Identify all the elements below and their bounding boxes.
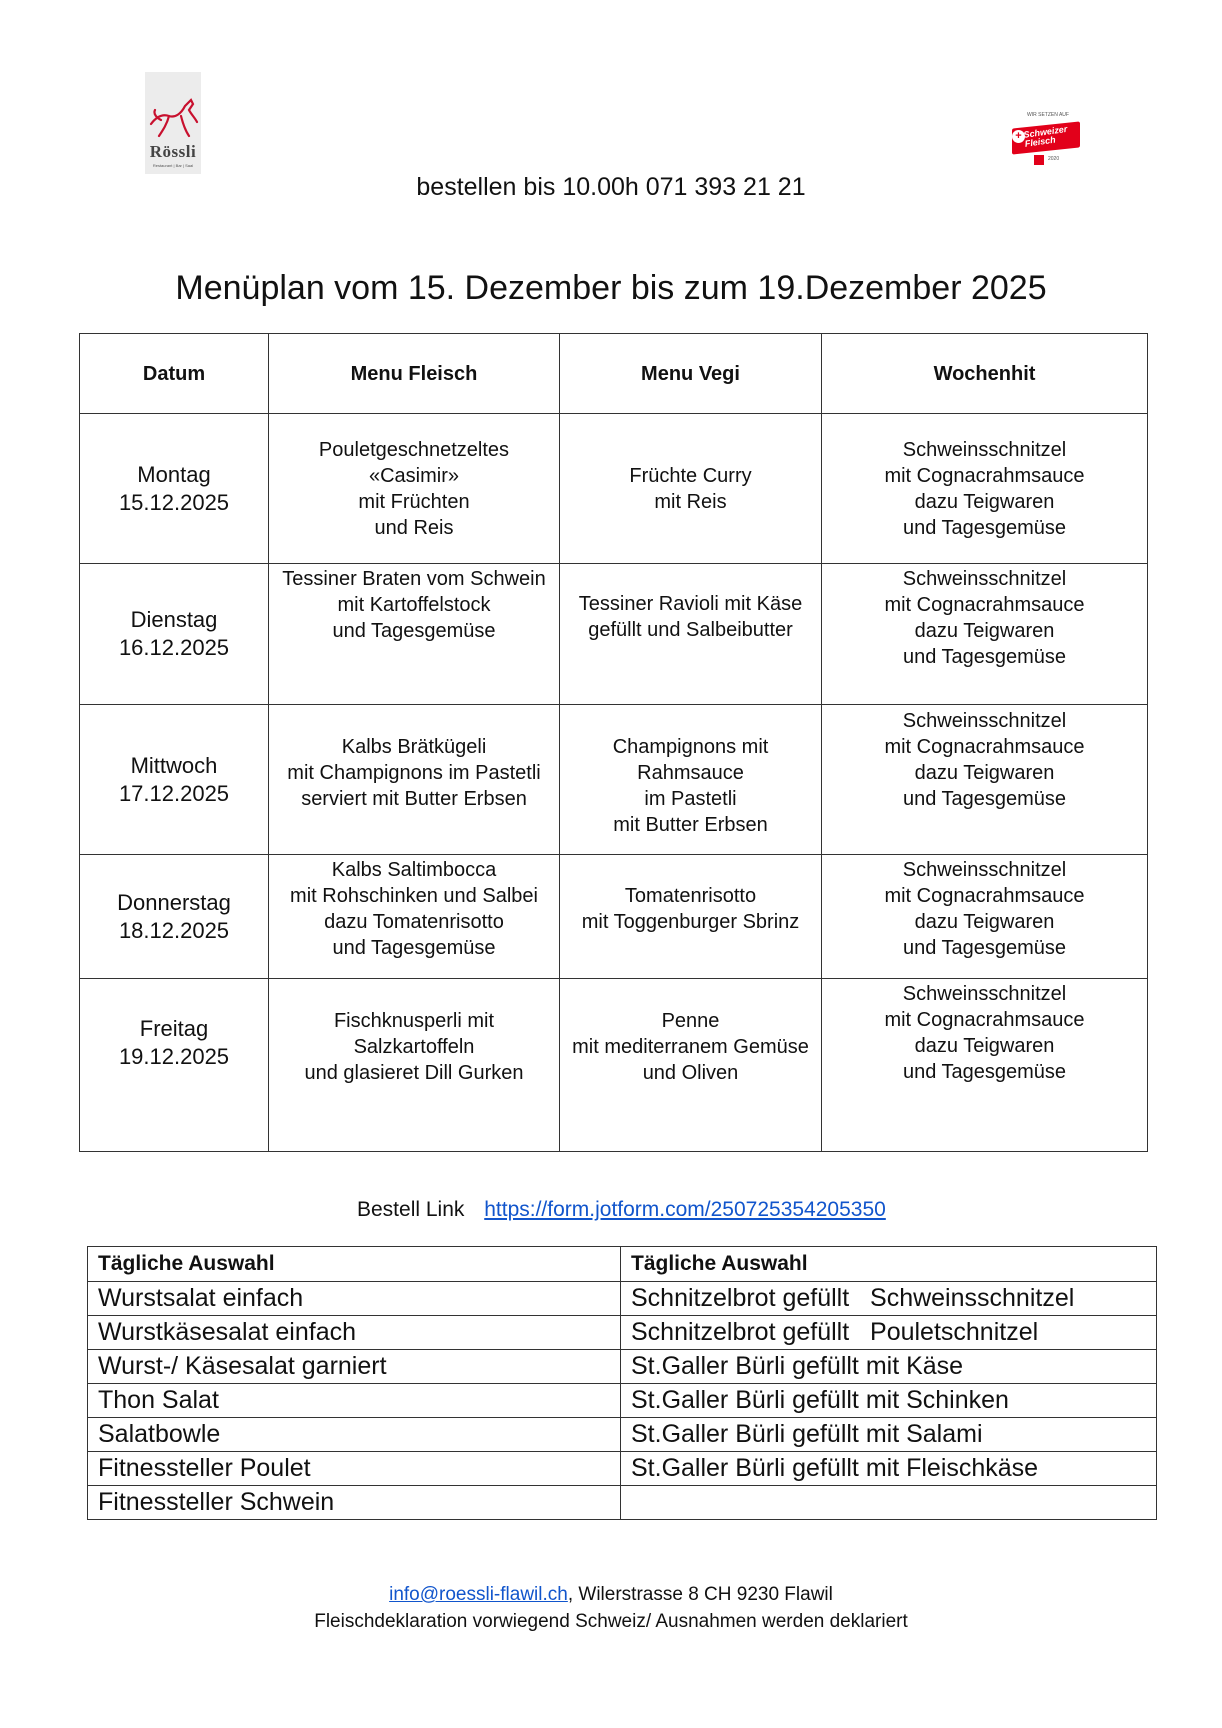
daily-header-right: Tägliche Auswahl	[621, 1247, 1157, 1282]
daily-item: Wurstkäsesalat einfach	[88, 1316, 621, 1350]
table-row	[88, 1418, 1157, 1452]
swiss-cross-icon: +	[1012, 130, 1025, 143]
dish-line: mit Früchten	[358, 490, 470, 513]
daily-selection-table	[87, 1246, 1157, 1520]
dish-line: Pouletgeschnetzeltes «Casimir»	[318, 438, 510, 487]
dish-line: und Tagesgemüse	[332, 937, 496, 959]
footer-contact	[0, 1584, 1222, 1606]
dish-line: mit Champignons im Pastetli	[287, 762, 541, 784]
vegi-cell	[560, 414, 822, 564]
dish-line: gefüllt und Salbeibutter	[588, 619, 793, 641]
footer-address: , Wilerstrasse 8 CH 9230 Flawil	[567, 1584, 833, 1605]
dish-line: dazu Tomatenrisotto	[324, 911, 504, 933]
dish-line: Kalbs Brätkügeli	[341, 736, 487, 758]
dish-line: dazu Teigwaren	[914, 1035, 1055, 1057]
fleisch-cell	[269, 414, 560, 564]
dish-line: Champignons mit	[612, 736, 769, 758]
dish-line: und Tagesgemüse	[902, 788, 1067, 810]
daily-header-row	[88, 1247, 1157, 1282]
daily-item	[621, 1486, 1157, 1520]
fleisch-cell	[269, 855, 560, 979]
dish-line: im Pastetli	[644, 788, 737, 810]
header-fleisch: Menu Fleisch	[269, 334, 560, 414]
table-row	[88, 1452, 1157, 1486]
daily-header-left: Tägliche Auswahl	[88, 1247, 621, 1282]
wochenhit-cell	[822, 564, 1148, 705]
day-cell	[80, 564, 269, 705]
dish-line: und Tagesgemüse	[332, 620, 496, 642]
day-date: 18.12.2025	[118, 917, 230, 943]
page-title: Menüplan vom 15. Dezember bis zum 19.Dezember 2025	[175, 269, 1047, 307]
dish-line: Penne	[661, 1010, 720, 1032]
table-row	[80, 855, 1148, 979]
header-vegi: Menu Vegi	[560, 334, 822, 414]
flag-icon	[1034, 155, 1044, 165]
daily-item: Thon Salat	[88, 1384, 621, 1418]
daily-item: St.Galler Bürli gefüllt mit Schinken	[621, 1384, 1157, 1418]
table-row	[80, 414, 1148, 564]
dish-line: und Tagesgemüse	[902, 1061, 1067, 1083]
badge-top-text: WIR SETZEN AUF	[1027, 112, 1069, 118]
day-date: 17.12.2025	[118, 780, 230, 806]
day-name: Freitag	[139, 1016, 209, 1041]
footer-declaration: Fleischdeklaration vorwiegend Schweiz/ Ausnahmen werden deklariert	[314, 1611, 908, 1632]
dish-line: und Reis	[374, 516, 454, 539]
dish-line: dazu Teigwaren	[914, 620, 1055, 642]
dish-line: Tessiner Ravioli mit Käse	[578, 593, 803, 615]
dish-line: mit Cognacrahmsauce	[884, 464, 1085, 487]
badge-text: Schweizer Fleisch	[1022, 123, 1068, 149]
dish-line: mit Reis	[654, 490, 727, 513]
dish-line: Schweinsschnitzel	[902, 438, 1067, 461]
day-cell	[80, 855, 269, 979]
dish-line: Schweinsschnitzel	[902, 983, 1067, 1005]
daily-item: St.Galler Bürli gefüllt mit Käse	[621, 1350, 1157, 1384]
fleisch-cell	[269, 564, 560, 705]
dish-line: mit Cognacrahmsauce	[884, 885, 1085, 907]
daily-item: St.Galler Bürli gefüllt mit Fleischkäse	[621, 1452, 1157, 1486]
daily-item: St.Galler Bürli gefüllt mit Salami	[621, 1418, 1157, 1452]
horse-icon	[147, 92, 199, 142]
dish-line: Kalbs Saltimbocca	[331, 859, 497, 881]
dish-line: serviert mit Butter Erbsen	[301, 788, 527, 810]
dish-line: mit Rohschinken und Salbei	[290, 885, 538, 907]
day-name: Dienstag	[130, 607, 218, 632]
header-datum: Datum	[80, 334, 269, 414]
order-link[interactable]: https://form.jotform.com/250725354205350	[484, 1198, 886, 1221]
dish-line: dazu Teigwaren	[914, 911, 1055, 933]
daily-item: Schnitzelbrot gefüllt Schweinsschnitzel	[621, 1282, 1157, 1316]
daily-item: Fitnessteller Schwein	[88, 1486, 621, 1520]
menu-table	[79, 333, 1148, 1152]
fleisch-cell	[269, 705, 560, 855]
dish-line: Rahmsauce	[637, 762, 744, 784]
dish-line: und Tagesgemüse	[902, 646, 1067, 668]
wochenhit-cell	[822, 855, 1148, 979]
dish-line: und Tagesgemüse	[902, 937, 1067, 959]
logo-tagline: Restaurant | Bar | Saal	[152, 163, 194, 168]
schweizer-fleisch-badge	[1010, 112, 1082, 172]
dish-line: Schweinsschnitzel	[902, 859, 1067, 881]
day-date: 15.12.2025	[118, 489, 230, 515]
dish-line: Fischknusperli mit Salzkartoffeln	[333, 1010, 495, 1058]
dish-line: mit Kartoffelstock	[337, 594, 491, 616]
daily-item: Salatbowle	[88, 1418, 621, 1452]
wochenhit-cell	[822, 414, 1148, 564]
day-date: 16.12.2025	[118, 635, 230, 660]
dish-line: Tomatenrisotto	[624, 885, 757, 907]
roessli-logo	[145, 72, 201, 174]
dish-line: mit Cognacrahmsauce	[884, 1009, 1085, 1031]
table-row	[80, 564, 1148, 705]
wochenhit-cell	[822, 705, 1148, 855]
day-name: Montag	[137, 461, 211, 487]
dish-line: Früchte Curry	[629, 464, 752, 487]
table-row	[88, 1486, 1157, 1520]
menu-header-row	[80, 334, 1148, 414]
table-row	[88, 1282, 1157, 1316]
vegi-cell	[560, 855, 822, 979]
dish-line: und glasieret Dill Gurken	[304, 1062, 524, 1084]
dish-line: und Tagesgemüse	[902, 516, 1067, 539]
fleisch-cell	[269, 979, 560, 1152]
daily-item: Fitnessteller Poulet	[88, 1452, 621, 1486]
dish-line: und Oliven	[642, 1062, 739, 1084]
table-row	[88, 1350, 1157, 1384]
dish-line: Tessiner Braten vom Schwein	[282, 568, 546, 590]
order-link-label: Bestell Link	[357, 1198, 465, 1221]
footer-email-link[interactable]: info@roessli-flawil.ch	[389, 1584, 568, 1605]
day-cell	[80, 705, 269, 855]
dish-line: mit Toggenburger Sbrinz	[581, 911, 800, 933]
badge-year: 2020	[1048, 156, 1060, 162]
day-name: Donnerstag	[117, 889, 231, 915]
daily-item: Schnitzelbrot gefüllt Pouletschnitzel	[621, 1316, 1157, 1350]
table-row	[88, 1384, 1157, 1418]
dish-line: Schweinsschnitzel	[902, 710, 1067, 732]
dish-line: mit Butter Erbsen	[613, 814, 768, 836]
day-name: Mittwoch	[130, 752, 218, 778]
table-row	[80, 979, 1148, 1152]
dish-line: mit Cognacrahmsauce	[884, 594, 1085, 616]
logo-name: Rössli	[149, 142, 197, 161]
table-row	[88, 1316, 1157, 1350]
header-wochenhit: Wochenhit	[822, 334, 1148, 414]
order-deadline: bestellen bis 10.00h 071 393 21 21	[416, 173, 806, 201]
order-link-line	[357, 1198, 886, 1222]
day-cell	[80, 979, 269, 1152]
dish-line: dazu Teigwaren	[914, 490, 1055, 513]
daily-item: Wurst-/ Käsesalat garniert	[88, 1350, 621, 1384]
vegi-cell	[560, 705, 822, 855]
table-row	[80, 705, 1148, 855]
vegi-cell	[560, 564, 822, 705]
daily-item: Wurstsalat einfach	[88, 1282, 621, 1316]
dish-line: dazu Teigwaren	[914, 762, 1055, 784]
dish-line: Schweinsschnitzel	[902, 568, 1067, 590]
vegi-cell	[560, 979, 822, 1152]
dish-line: mit Cognacrahmsauce	[884, 736, 1085, 758]
day-date: 19.12.2025	[118, 1044, 230, 1069]
wochenhit-cell	[822, 979, 1148, 1152]
day-cell	[80, 414, 269, 564]
dish-line: mit mediterranem Gemüse	[572, 1036, 809, 1058]
